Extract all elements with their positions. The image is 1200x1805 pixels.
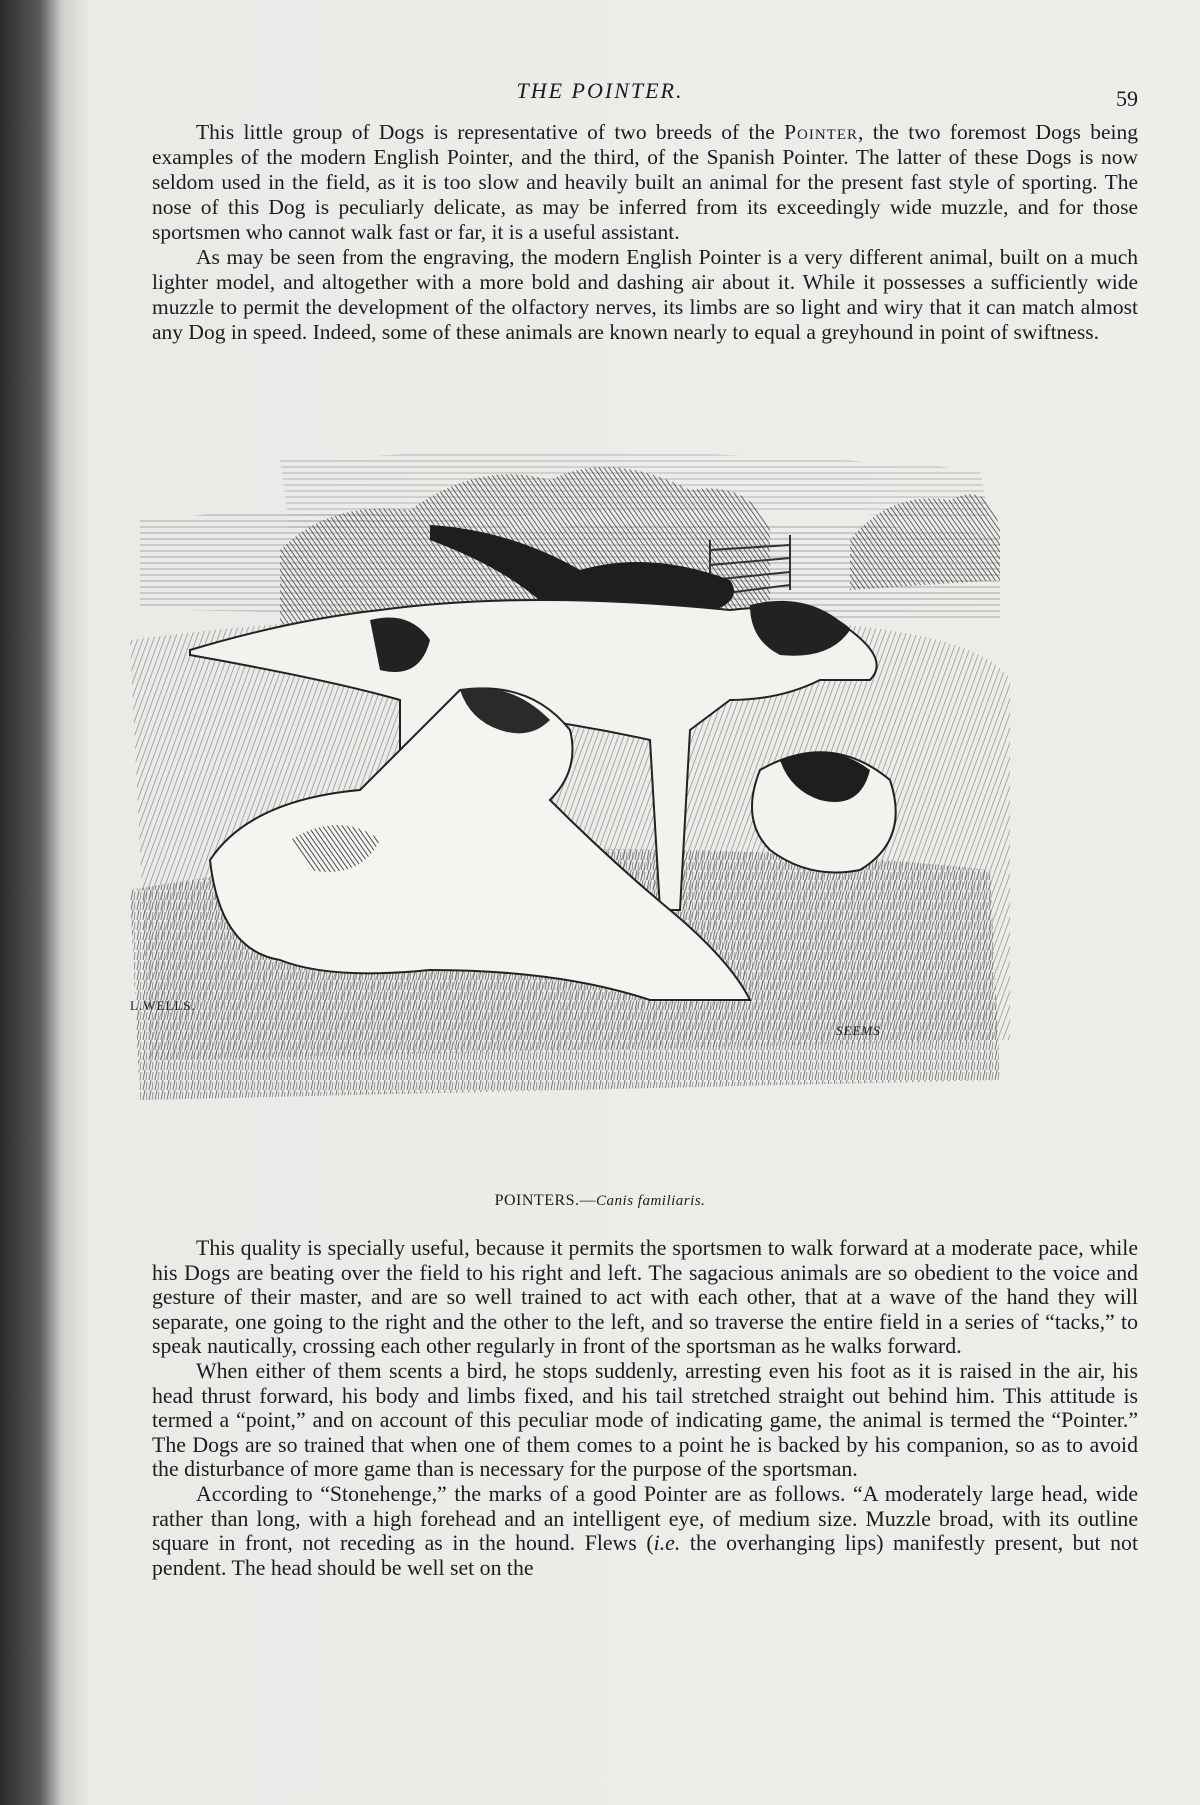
engraver-signature-right: SEEMS xyxy=(836,1023,881,1038)
engraving-illustration xyxy=(130,440,1150,1200)
paragraph-5-text-a: According to “Stonehenge,” the marks of a good Pointer are as follows. “A moderately large head, wide rather than long, with a high forehead and an intelligent eye, of medium size. Muzzle broad, with its outline square in front, not receding as in the hound. Flews ( xyxy=(152,1481,1138,1556)
artist-signature-left: L.WELLS. xyxy=(130,998,196,1013)
paragraph-1-text-b: , the two foremost Dogs being examples of the modern English Pointer, and the third, of the Spanish Pointer. The latter of these Dogs is now seldom used in the field, as it is too slow and heavily built an animal for the present fast style of sporting. The nose of this Dog is peculiarly delicate, as may be inferred from its exceedingly wide muzzle, and for those sportsmen who cannot walk fast or far, it is a useful assistant. xyxy=(152,120,1138,244)
paragraph-5 xyxy=(152,1482,1138,1580)
paragraph-5-text-b: the overhanging lips) manifestly present, but not pendent. The head should be well set on the xyxy=(152,1531,1138,1580)
pointer-smallcaps: Pointer xyxy=(784,120,859,144)
caption-main: POINTERS.— xyxy=(494,1192,597,1209)
paragraph-2: As may be seen from the engraving, the modern English Pointer is a very different animal, built on a much lighter model, and altogether with a more bold and dashing air about it. While it possesses a sufficiently wide muzzle to permit the development of the olfactory nerves, its limbs are so light and wiry that it can match almost any Dog in speed. Indeed, some of these animals are known nearly to equal a greyhound in point of swiftness. xyxy=(152,245,1138,344)
engraving-pointers xyxy=(130,440,1150,1200)
paragraph-1-text-a: This little group of Dogs is representative of two breeds of the xyxy=(196,120,785,144)
paragraph-3: This quality is specially useful, because it permits the sportsmen to walk forward at a moderate pace, while his Dogs are beating over the field to his right and left. The sagacious animals are so obedient to the voice and gesture of their master, and are so well trained to act with each other, that at a wave of the hand they will separate, one going to the right and the other to the left, and so traverse the entire field in a series of “tacks,” to speak nautically, crossing each other regularly in front of the sportsman as he walks forward. xyxy=(152,1236,1138,1359)
bottom-text-block xyxy=(152,1236,1138,1580)
paragraph-4: When either of them scents a bird, he stops suddenly, arresting even his foot as it is raised in the air, his head thrust forward, his body and limbs fixed, and his tail stretched straight out behind him. This attitude is termed a “point,” and on account of this peculiar mode of indicating game, the animal is termed the “Pointer.” The Dogs are so trained that when one of them comes to a point he is backed by his companion, so as to avoid the disturbance of more game than is necessary for the purpose of the sportsman. xyxy=(152,1358,1138,1482)
running-head: THE POINTER. xyxy=(516,78,684,103)
top-text-block xyxy=(152,120,1138,345)
paragraph-1 xyxy=(152,120,1138,245)
caption-latin: Canis familiaris. xyxy=(596,1193,706,1209)
figure-caption xyxy=(0,1192,1200,1210)
paragraph-5-italic: i.e. xyxy=(653,1531,681,1556)
page-number: 59 xyxy=(1116,86,1138,111)
